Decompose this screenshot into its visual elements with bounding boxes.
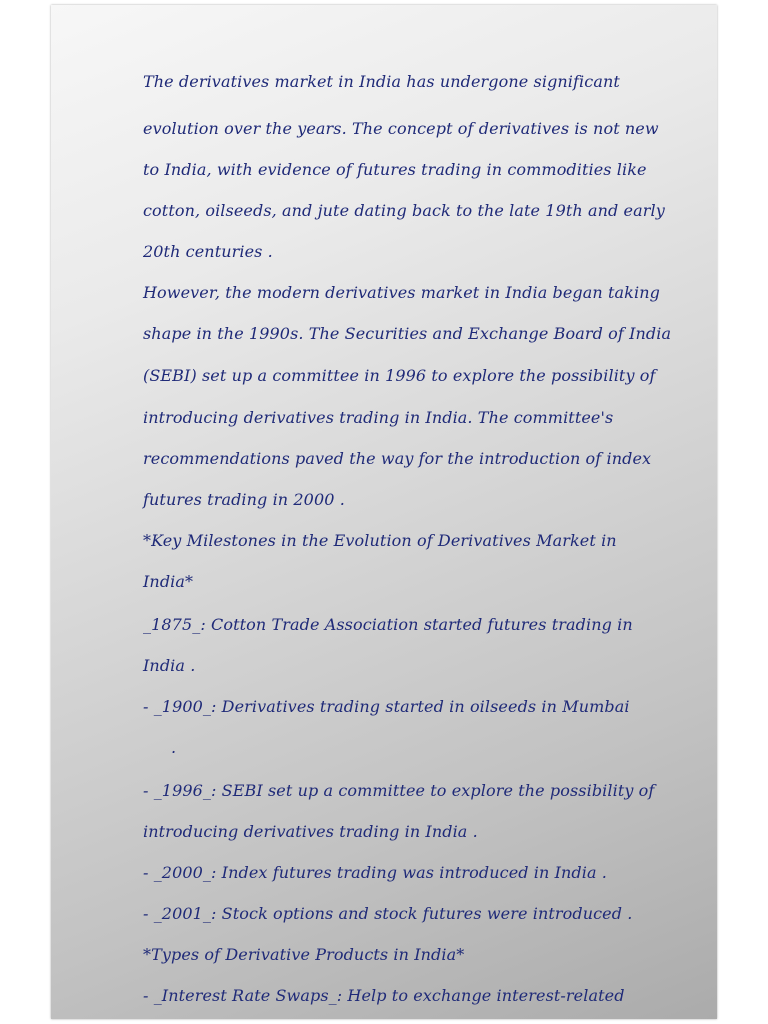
text-line: (SEBI) set up a committee in 1996 to explore the possibility of xyxy=(143,366,656,385)
text-line: futures trading in 2000 . xyxy=(143,490,345,509)
text-line: The derivatives market in India has undergone significant xyxy=(143,72,620,91)
text-line: cotton, oilseeds, and jute dating back to the late 19th and early xyxy=(143,201,665,220)
list-item: India . xyxy=(143,656,196,675)
list-item: _1875_: Cotton Trade Association started futures trading in xyxy=(143,615,633,634)
list-item: - _1900_: Derivatives trading started in oilseeds in Mumbai xyxy=(143,697,630,716)
list-item: - _2001_: Stock options and stock futures were introduced . xyxy=(143,904,633,923)
text-line: 20th centuries . xyxy=(143,242,273,261)
text-line: recommendations paved the way for the introduction of index xyxy=(143,449,652,468)
section-heading: *Key Milestones in the Evolution of Derivatives Market in xyxy=(143,531,617,550)
section-heading: India* xyxy=(143,572,194,591)
text-line: However, the modern derivatives market in India began taking xyxy=(143,283,660,302)
list-item: - _1996_: SEBI set up a committee to explore the possibility of xyxy=(143,781,655,800)
list-item: - _Interest Rate Swaps_: Help to exchange interest-related xyxy=(143,986,625,1005)
handwritten-page xyxy=(51,5,717,1019)
list-item: . xyxy=(171,738,177,757)
list-item: introducing derivatives trading in India . xyxy=(143,822,478,841)
text-line: evolution over the years. The concept of derivatives is not new xyxy=(143,119,659,138)
text-line: shape in the 1990s. The Securities and Exchange Board of India xyxy=(143,324,672,343)
text-line: introducing derivatives trading in India. The committee's xyxy=(143,408,614,427)
section-heading: *Types of Derivative Products in India* xyxy=(143,945,465,964)
list-item: - _2000_: Index futures trading was introduced in India . xyxy=(143,863,607,882)
text-line: to India, with evidence of futures trading in commodities like xyxy=(143,160,647,179)
